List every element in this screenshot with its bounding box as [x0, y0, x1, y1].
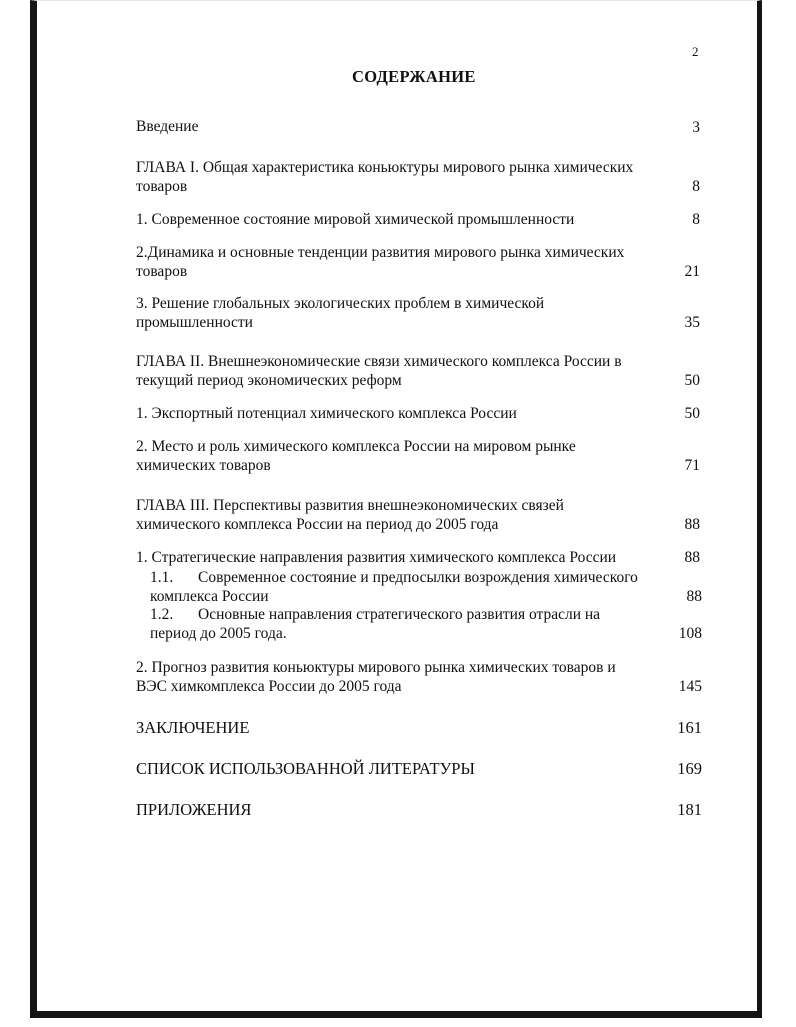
toc-entry-intro-page: 3	[692, 119, 700, 136]
toc-chapter-1-line1: ГЛАВА I. Общая характеристика коньюктуры мирового рынка химических	[136, 159, 634, 176]
page-title: СОДЕРЖАНИЕ	[352, 67, 476, 86]
toc-references-page: 169	[677, 759, 702, 778]
toc-conclusion-page: 161	[677, 718, 702, 737]
toc-ch2-section2-page: 71	[684, 457, 700, 474]
toc-ch3-section1-page: 88	[684, 549, 700, 566]
page-number: 2	[692, 44, 699, 59]
toc-ch1-section2-line1: 2.Динамика и основные тенденции развития мирового рынка химических	[136, 244, 625, 261]
toc-subsection-1-2-page: 108	[678, 625, 702, 642]
toc-chapter-2-line1: ГЛАВА II. Внешнеэкономические связи химического комплекса России в	[136, 353, 622, 370]
toc-chapter-3-line1: ГЛАВА III. Перспективы развития внешнеэкономических связей	[136, 497, 564, 514]
toc-appendices-label: ПРИЛОЖЕНИЯ	[136, 800, 252, 819]
toc-subsection-1-1-page: 88	[686, 588, 702, 605]
toc-chapter-3-page: 88	[684, 516, 700, 533]
toc-chapter-1-page: 8	[692, 178, 700, 195]
toc-appendices-page: 181	[677, 800, 702, 819]
toc-ch1-section3-page: 35	[684, 314, 700, 331]
toc-ch2-section1-page: 50	[684, 405, 700, 422]
toc-entry-intro-label: Введение	[136, 118, 199, 135]
toc-references-label: СПИСОК ИСПОЛЬЗОВАННОЙ ЛИТЕРАТУРЫ	[136, 759, 475, 778]
toc-ch1-section2-page: 21	[684, 263, 700, 280]
toc-ch2-section1-label: 1. Экспортный потенциал химического комплекса России	[136, 405, 517, 422]
toc-subsection-1-1-line1: Современное состояние и предпосылки возрождения химического	[198, 569, 638, 586]
toc-subsection-1-2-line2: период до 2005 года.	[150, 625, 287, 642]
toc-ch1-section3-line2: промышленности	[136, 314, 253, 331]
toc-chapter-1-line2: товаров	[136, 178, 188, 195]
toc-ch3-section2-page: 145	[678, 678, 702, 695]
toc-ch1-section1-page: 8	[692, 211, 700, 228]
toc-chapter-2-line2: текущий период экономических реформ	[136, 372, 402, 389]
toc-ch2-section2-line1: 2. Место и роль химического комплекса России на мировом рынке	[136, 438, 576, 455]
toc-ch1-section2-line2: товаров	[136, 263, 188, 280]
toc-conclusion-label: ЗАКЛЮЧЕНИЕ	[136, 718, 250, 737]
toc-ch1-section1-label: 1. Современное состояние мировой химической промышленности	[136, 211, 575, 228]
toc-chapter-2-page: 50	[684, 372, 700, 389]
toc-ch2-section2-line2: химических товаров	[136, 457, 271, 474]
toc-ch3-section2-line2: ВЭС химкомплекса России до 2005 года	[136, 678, 402, 695]
toc-subsection-1-1-number: 1.1.	[150, 569, 174, 586]
toc-chapter-3-line2: химического комплекса России на период до 2005 года	[136, 516, 499, 533]
toc-subsection-1-2-line1: Основные направления стратегического развития отрасли на	[198, 606, 601, 623]
toc-subsection-1-1-line2: комплекса России	[150, 588, 269, 605]
toc-subsection-1-2-number: 1.2.	[150, 606, 174, 623]
toc-ch1-section3-line1: 3. Решение глобальных экологических проблем в химической	[136, 295, 545, 312]
toc-ch3-section2-line1: 2. Прогноз развития коньюктуры мирового рынка химических товаров и	[136, 659, 616, 676]
toc-ch3-section1-label: 1. Стратегические направления развития химического комплекса России	[136, 549, 617, 566]
